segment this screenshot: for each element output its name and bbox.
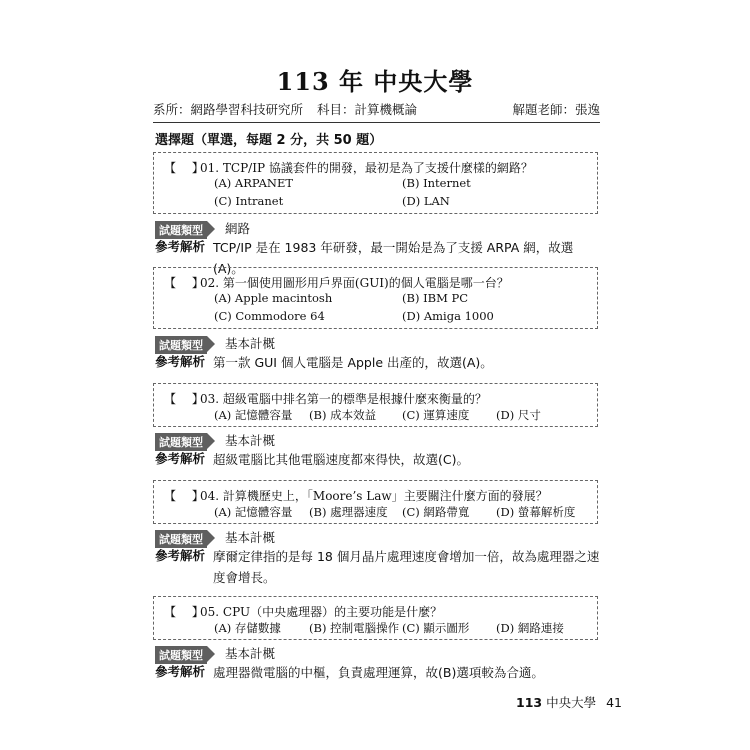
question-type-tag: 試題類型 (155, 433, 207, 451)
page-number: 41 (606, 695, 622, 710)
option-a: (A) 記憶體容量 (214, 408, 293, 422)
options-row (164, 176, 587, 194)
answer-label: 參考解析 (155, 451, 206, 466)
answer-bracket: 【 】 (164, 489, 204, 503)
question-line (164, 487, 587, 504)
question-number: 05. (200, 605, 220, 619)
question-text: CPU（中央處理器）的主要功能是什麼？ (222, 605, 443, 619)
answer-label: 參考解析 (155, 664, 206, 679)
question-type: 基本計概 (224, 530, 275, 545)
teacher-label: 解題老師：張逸 (512, 102, 600, 117)
section-title: 選擇題（單選，每題 2 分，共 50 題） (155, 133, 383, 148)
option-c: (C) 運算速度 (402, 408, 470, 422)
answer-bracket: 【 】 (164, 605, 204, 619)
answer-label: 參考解析 (155, 239, 206, 254)
question-type-row (155, 334, 275, 354)
question-box (153, 480, 598, 524)
question-number: 04. (200, 489, 220, 503)
subject-label: 科目：計算機概論 (317, 102, 418, 117)
question-line (164, 159, 587, 176)
option-b: (B) 成本效益 (309, 408, 377, 422)
question-text: 計算機歷史上，「Moore’s Law」主要關注什麼方面的發展？ (222, 489, 548, 503)
option-b: (B) Internet (402, 176, 471, 190)
option-c: (C) 網路帶寬 (402, 505, 470, 519)
question-text: 超級電腦中排名第一的標準是根據什麼來衡量的？ (222, 392, 487, 406)
answer-text: 第一款 GUI 個人電腦是 Apple 出產的，故選(A)。 (213, 355, 493, 370)
question-type-tag: 試題類型 (155, 336, 207, 354)
option-d: (D) 網路連接 (496, 621, 564, 635)
question-text: 第一個使用圖形用戶界面(GUI)的個人電腦是哪一台？ (222, 276, 509, 290)
answer-label: 參考解析 (155, 548, 206, 563)
option-d: (D) 螢幕解析度 (496, 505, 576, 519)
question-type-row (155, 219, 250, 239)
question-number: 02. (200, 276, 220, 290)
answer-text: TCP/IP 是在 1983 年研發，最一開始是為了支援 ARPA 網，故選(A)。 (213, 240, 574, 276)
option-d: (D) LAN (402, 194, 450, 208)
answer-bracket: 【 】 (164, 161, 204, 175)
department-label: 系所：網路學習科技研究所 (153, 102, 304, 117)
page-footer (516, 693, 622, 711)
options-row (164, 620, 587, 638)
question-type: 基本計概 (224, 433, 275, 448)
option-b: (B) 處理器速度 (309, 505, 388, 519)
options-row (164, 309, 587, 327)
question-text: TCP/IP 協議套件的開發，最初是為了支援什麼樣的網路？ (222, 161, 533, 175)
option-d: (D) 尺寸 (496, 408, 541, 422)
options-row (164, 291, 587, 309)
option-c: (C) Intranet (214, 194, 284, 208)
option-c: (C) Commodore 64 (214, 309, 325, 323)
option-d: (D) Amiga 1000 (402, 309, 494, 323)
subject-row (153, 100, 600, 123)
question-type: 基本計概 (224, 336, 275, 351)
question-number: 03. (200, 392, 220, 406)
answer-text: 摩爾定律指的是每 18 個月晶片處理速度會增加一倍，故為處理器之速度會增長。 (213, 549, 600, 585)
question-box (153, 596, 598, 640)
option-a: (A) 存儲數據 (214, 621, 281, 635)
question-line (164, 274, 587, 291)
option-b: (B) 控制電腦操作 (309, 621, 400, 635)
question-type-tag: 試題類型 (155, 530, 207, 548)
question-line (164, 603, 587, 620)
footer-book-label: 113 (516, 695, 543, 710)
question-type-row (155, 644, 275, 664)
option-a: (A) ARPANET (214, 176, 294, 190)
options-row (164, 407, 587, 425)
answer-bracket: 【 】 (164, 392, 204, 406)
question-type: 基本計概 (224, 646, 275, 661)
option-a: (A) 記憶體容量 (214, 505, 293, 519)
answer-text: 處理器微電腦的中樞，負責處理運算，故(B)選項較為合適。 (213, 665, 544, 680)
answer-label: 參考解析 (155, 354, 206, 369)
answer-bracket: 【 】 (164, 276, 204, 290)
question-line (164, 390, 587, 407)
option-b: (B) IBM PC (402, 291, 469, 305)
question-type: 網路 (224, 221, 250, 236)
option-c: (C) 顯示圖形 (402, 621, 470, 635)
question-box (153, 152, 598, 214)
question-box (153, 267, 598, 329)
question-type-row (155, 431, 275, 451)
footer-school: 中央大學 (546, 695, 597, 710)
answer-text: 超級電腦比其他電腦速度都來得快，故選(C)。 (213, 452, 469, 467)
page-title: 113 年 中央大學 (276, 67, 474, 96)
options-row (164, 504, 587, 522)
question-type-tag: 試題類型 (155, 221, 207, 239)
question-type-tag: 試題類型 (155, 646, 207, 664)
question-type-row (155, 528, 275, 548)
question-box (153, 383, 598, 427)
question-number: 01. (200, 161, 220, 175)
options-row (164, 194, 587, 212)
option-a: (A) Apple macintosh (214, 291, 333, 305)
